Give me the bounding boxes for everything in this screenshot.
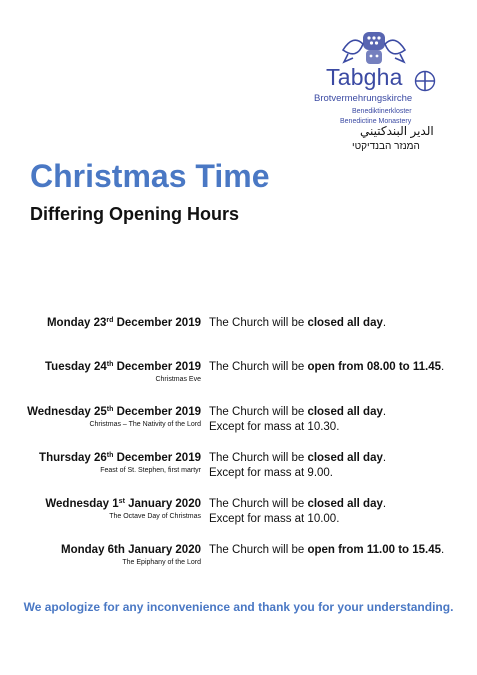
mass-note: Except for mass at 10.00. <box>209 513 340 525</box>
status-line: The Church will be closed all day. <box>209 317 387 329</box>
date: Wednesday 1st January 2020 <box>45 498 201 510</box>
mass-note: Except for mass at 9.00. <box>209 467 334 479</box>
logo-subtitle-hebrew: המנזר הבנדיקטי <box>352 141 420 152</box>
status-line: The Church will be closed all day. <box>209 498 387 510</box>
loaves-and-fishes-icon <box>341 30 407 66</box>
occasion: Christmas Eve <box>155 376 201 383</box>
page-title: Christmas Time <box>30 158 270 194</box>
apology-note: We apologize for any inconvenience and thank you for your understanding. <box>23 600 454 614</box>
occasion: Christmas – The Nativity of the Lord <box>89 421 201 428</box>
date-column <box>47 316 201 331</box>
status-line: The Church will be closed all day. <box>209 452 387 464</box>
date: Wednesday 25th December 2019 <box>27 406 201 418</box>
date: Thursday 26th December 2019 <box>39 452 201 464</box>
date-column <box>61 543 201 568</box>
logo-subtitle-german: Benediktinerkloster <box>352 108 412 115</box>
status-line: The Church will be closed all day. <box>209 406 387 418</box>
date: Monday 6th January 2020 <box>61 544 201 556</box>
status-line: The Church will be open from 08.00 to 11.45. <box>209 361 445 373</box>
cross-icon <box>414 70 436 92</box>
mass-note: Except for mass at 10.30. <box>209 421 340 433</box>
date: Monday 23rd December 2019 <box>46 317 201 329</box>
logo-name: Tabgha <box>326 64 403 90</box>
date: Tuesday 24th December 2019 <box>45 361 201 373</box>
logo-subtitle-english: Benedictine Monastery <box>340 118 412 125</box>
occasion: The Epiphany of the Lord <box>122 559 201 566</box>
info-column <box>209 497 386 527</box>
date-column <box>39 451 201 476</box>
date-column <box>45 360 201 385</box>
info-column <box>209 360 444 375</box>
info-column <box>209 543 444 558</box>
info-column <box>209 405 386 435</box>
date-column <box>27 405 201 430</box>
logo-subtitle-church: Brotvermehrungskirche <box>314 93 413 104</box>
page-subtitle: Differing Opening Hours <box>30 204 239 224</box>
info-column <box>209 451 386 481</box>
logo-subtitle-arabic: الدير البندكتيني <box>360 124 434 138</box>
occasion: The Octave Day of Christmas <box>109 513 201 520</box>
info-column <box>209 316 386 331</box>
status-line: The Church will be open from 11.00 to 15.45. <box>209 544 445 556</box>
date-column <box>45 497 201 522</box>
occasion: Feast of St. Stephen, first martyr <box>100 467 201 474</box>
